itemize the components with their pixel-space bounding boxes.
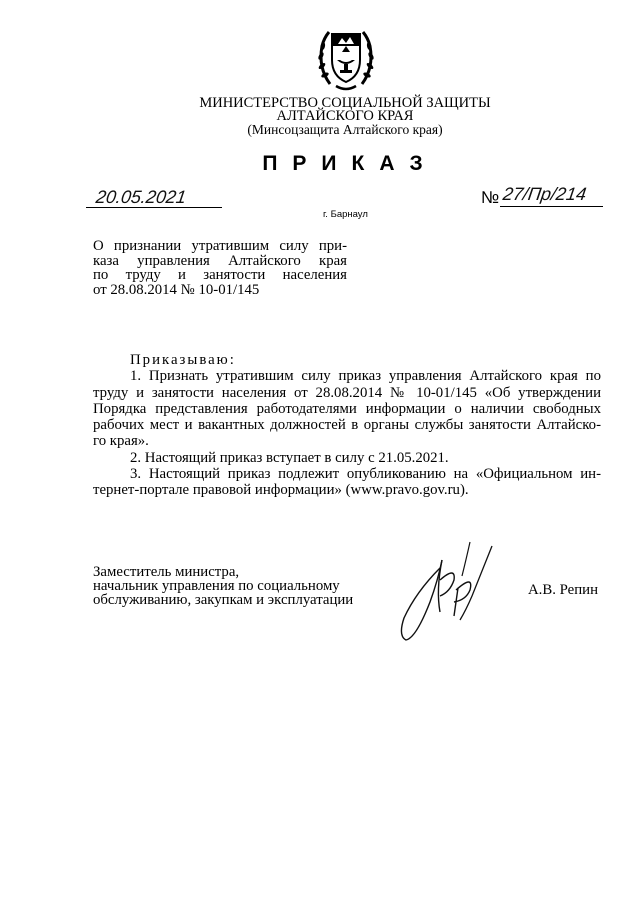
item2: 2. Настоящий приказ вступает в силу с 21.05.2021.	[130, 449, 449, 466]
handwritten-number: 27/Пр/214	[501, 184, 588, 204]
item3-line: тернет-портале правовой информации» (www.pravo.gov.ru).	[93, 482, 469, 499]
subject-line: по труду и занятости населения	[93, 267, 347, 283]
coat-of-arms-emblem	[312, 16, 380, 96]
subject-line: от 28.08.2014 № 10-01/145	[93, 281, 260, 298]
org-short-name: (Минсоцзащита Алтайского края)	[247, 122, 443, 137]
handwritten-date: 20.05.2021	[94, 187, 188, 207]
item1-line: рабочих мест и вакантных должностей в органы службы занятости Алтайско-	[93, 417, 601, 434]
signer-name: А.В. Репин	[528, 582, 599, 598]
order-body	[93, 352, 601, 499]
handwritten-signature	[396, 540, 508, 648]
item1-line: 1. Признать утратившим силу приказ управления Алтайского края по	[130, 368, 601, 385]
item3-line: 3. Настоящий приказ подлежит опубликованию на «Официальном ин-	[130, 466, 601, 483]
signer-position-line: Заместитель министра,	[93, 564, 240, 580]
order-subject	[93, 239, 347, 297]
subject-line: О признании утратившим силу при-	[93, 238, 347, 254]
item1-line: го края».	[93, 433, 149, 450]
signer-position-line: начальник управления по социальному	[93, 578, 340, 595]
org-name-line2: АЛТАЙСКОГО КРАЯ	[276, 108, 414, 124]
document-type-title: ПРИКАЗ	[262, 152, 438, 175]
signer-position	[93, 565, 383, 608]
signer-position-line: обслуживанию, закупкам и эксплуатации	[93, 592, 354, 609]
org-name-line1: МИНИСТЕРСТВО СОЦИАЛЬНОЙ ЗАЩИТЫ	[199, 95, 491, 111]
item1-line: труду и занятости населения от 28.08.2014 № 10-01/145 «Об утверждении	[93, 384, 601, 401]
city: г. Барнаул	[323, 209, 368, 220]
order-lead: Приказываю:	[130, 352, 236, 368]
subject-line: каза управления Алтайского края	[93, 252, 347, 269]
item1-line: Порядка представления работодателями информации о наличии свободных	[93, 400, 601, 417]
number-sign: №	[481, 188, 500, 207]
